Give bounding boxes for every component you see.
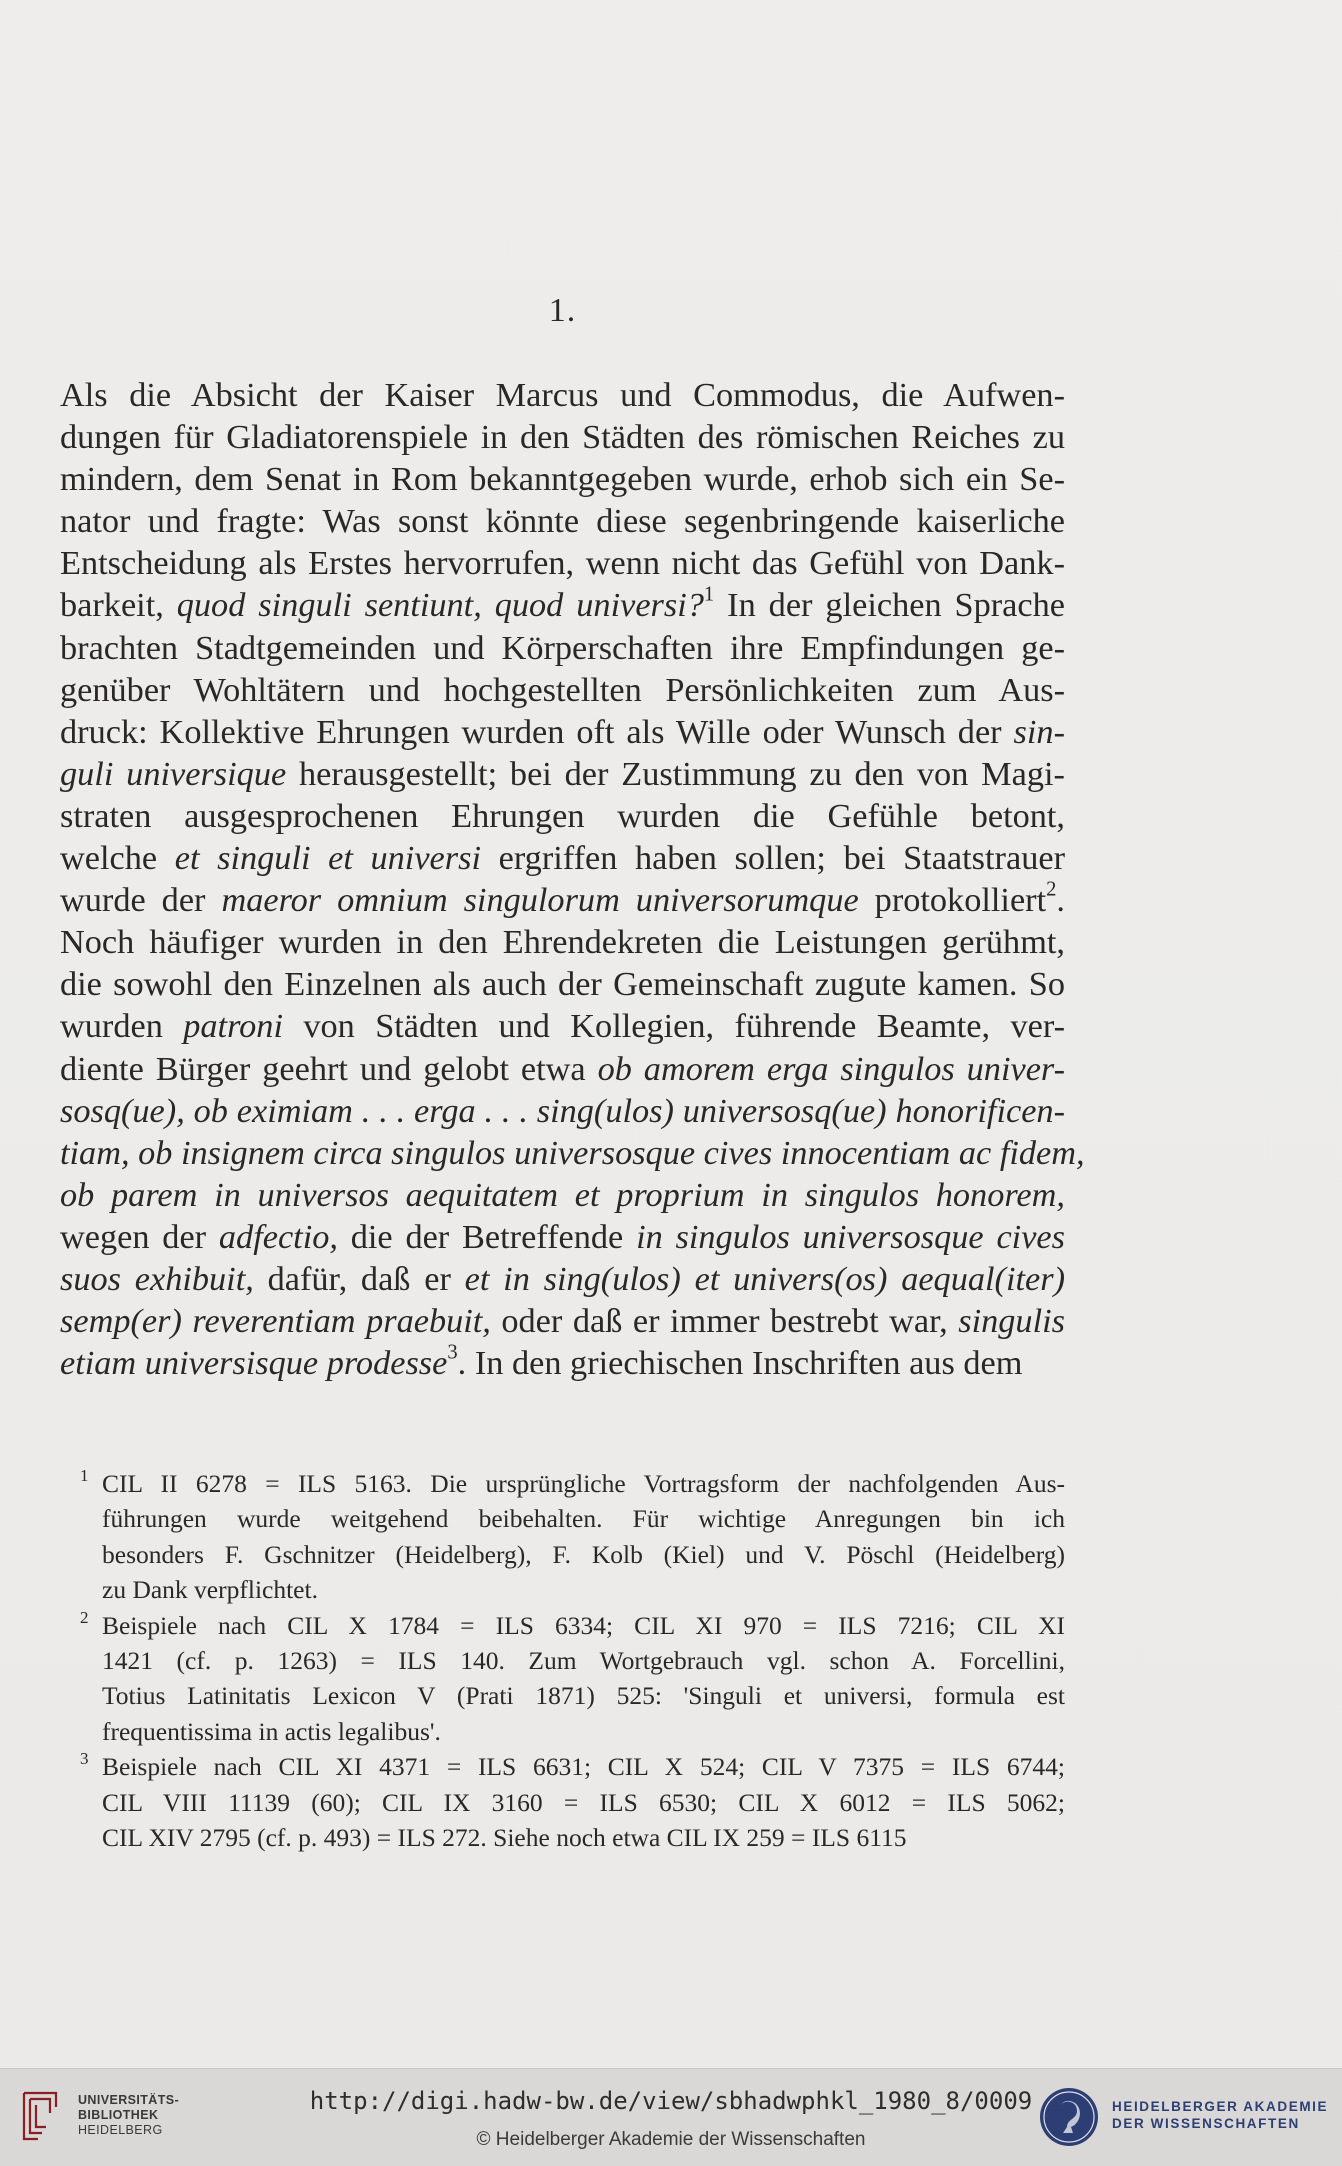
text-run: diente Bürger geehrt und gelobt etwa — [60, 1049, 598, 1088]
text-run: Als die Absicht der Kaiser Marcus und Commodus, die Aufwen- — [60, 376, 1065, 414]
latin-quote: maeror omnium singulorum universorumque — [221, 881, 859, 920]
body-line — [60, 669, 1065, 711]
footnote-line: zu Dank verpflichtet. — [102, 1575, 318, 1605]
body-line — [60, 1258, 1065, 1300]
footnote-line: Beispiele nach CIL XI 4371 = ILS 6631; CIL X 524; CIL V 7375 = ILS 6744; — [102, 1752, 1065, 1782]
body-line — [60, 1048, 1065, 1090]
text-run: die der Betreffende — [337, 1217, 637, 1256]
footnote-mark: 3 — [80, 1749, 89, 1769]
text-run: mindern, dem Senat in Rom bekanntgegeben wurde, erhob sich ein Se- — [60, 460, 1065, 499]
footnote-1 — [60, 1466, 1065, 1608]
footnote-2 — [60, 1608, 1065, 1750]
text-run: Noch häufiger wurden in den Ehrendekreten die Leistungen gerühmt, — [60, 923, 1065, 962]
latin-quote: singulis — [958, 1302, 1065, 1341]
text-run: Entscheidung als Erstes hervorrufen, wenn nicht das Gefühl von Dank- — [60, 544, 1065, 583]
academy-name-line1: HEIDELBERGER AKADEMIE — [1112, 2099, 1329, 2114]
permalink-url[interactable]: http://digi.hadw-bw.de/view/sbhadwphkl_1980_8/0009 — [309, 2087, 1033, 2115]
footnote-reference[interactable]: 1 — [703, 584, 715, 607]
footnote-reference[interactable]: 3 — [447, 1341, 458, 1364]
footnote-mark: 2 — [80, 1607, 89, 1627]
footnote-line: besonders F. Gschnitzer (Heidelberg), F. Kolb (Kiel) und V. Pöschl (Heidelberg) — [102, 1539, 1065, 1569]
copyright-notice: © Heidelberger Akademie der Wissenschaften — [476, 2129, 866, 2150]
text-run: wegen der — [60, 1217, 219, 1256]
latin-quote: et singuli et universi — [174, 839, 482, 878]
footnote-line: frequentissima in actis legalibus'. — [102, 1716, 441, 1746]
latin-quote: ob amorem erga singulos univer- — [597, 1049, 1065, 1088]
text-run: oder daß er immer bestrebt war, — [490, 1302, 959, 1341]
body-line — [60, 374, 1065, 416]
latin-quote: suos exhibuit, — [60, 1259, 254, 1298]
body-line — [60, 584, 1065, 626]
library-name-line1: UNIVERSITÄTS- — [78, 2093, 180, 2107]
latin-quote: guli universique — [60, 754, 287, 793]
body-line — [60, 1005, 1065, 1047]
footnote-line: führungen wurde weitgehend beibehalten. Für wichtige Anregungen bin ich — [102, 1504, 1065, 1534]
body-line — [60, 1300, 1065, 1342]
body-line — [60, 795, 1065, 837]
footnote-line: Beispiele nach CIL X 1784 = ILS 6334; CIL XI 970 = ILS 7216; CIL XI — [102, 1610, 1065, 1640]
text-run: die sowohl den Einzelnen als auch der Gemeinschaft zugute kamen. So — [60, 965, 1065, 1004]
text-run: wurde der — [60, 881, 222, 920]
body-line — [60, 627, 1065, 669]
text-run: welche — [60, 839, 175, 878]
text-run: druck: Kollektive Ehrungen wurden oft als Wille oder Wunsch der — [60, 712, 1014, 751]
footnote-mark: 1 — [80, 1466, 89, 1485]
latin-quote: et in sing(ulos) et univers(os) aequal(iter) — [464, 1259, 1066, 1298]
text-run: In der gleichen Sprache — [714, 586, 1065, 625]
body-line — [60, 963, 1065, 1005]
library-name-line3: HEIDELBERG — [78, 2123, 163, 2137]
body-line — [60, 879, 1065, 921]
body-line — [60, 1342, 1065, 1384]
text-run: herausgestellt; bei der Zustimmung zu den von Magi- — [286, 754, 1065, 793]
latin-quote: etiam universisque prodesse — [60, 1344, 448, 1383]
academy-seal-icon[interactable] — [1037, 2085, 1101, 2149]
latin-quote: quod singuli sentiunt, quod universi? — [176, 586, 704, 625]
body-line — [60, 753, 1065, 795]
latin-quote: tiam, ob insignem circa singulos universosque cives innocentiam ac fidem, — [60, 1133, 1085, 1172]
text-run: genüber Wohltätern und hochgestellten Persönlichkeiten zum Aus- — [60, 670, 1065, 709]
body-line — [60, 1090, 1065, 1132]
text-run: nator und fragte: Was sonst könnte diese segenbringende kaiserliche — [60, 502, 1065, 541]
latin-quote: adfectio, — [218, 1217, 338, 1256]
latin-quote: in singulos universosque cives — [636, 1217, 1065, 1256]
footnote-line: CIL II 6278 = ILS 5163. Die ursprüngliche Vortragsform der nachfolgenden Aus- — [102, 1469, 1065, 1498]
body-line — [60, 1216, 1065, 1258]
text-run: . — [1056, 881, 1065, 920]
text-run: brachten Stadtgemeinden und Körperschaften ihre Empfindungen ge- — [60, 628, 1065, 667]
body-text — [60, 374, 1085, 1384]
footnotes — [60, 1466, 1065, 1855]
text-run: barkeit, — [60, 586, 177, 625]
footnote-reference[interactable]: 2 — [1046, 878, 1057, 901]
text-run: protokolliert — [858, 881, 1047, 920]
body-line — [60, 1174, 1065, 1216]
text-run: . In den griechischen Inschriften aus dem — [457, 1344, 1023, 1383]
footnote-3 — [60, 1749, 1065, 1855]
body-line — [60, 921, 1065, 963]
footnote-line: 1421 (cf. p. 1263) = ILS 140. Zum Wortgebrauch vgl. schon A. Forcellini, — [102, 1646, 1065, 1676]
latin-quote: sosq(ue), ob eximiam . . . erga . . . sing(ulos) universosq(ue) honorificen- — [60, 1091, 1065, 1130]
body-line — [60, 458, 1065, 500]
body-line — [60, 1132, 1085, 1174]
text-run: von Städten und Kollegien, führende Beamte, ver- — [282, 1007, 1065, 1046]
viewer-footer — [0, 2068, 1342, 2166]
latin-quote: semp(er) reverentiam praebuit, — [60, 1302, 491, 1341]
latin-quote: sin- — [1013, 712, 1065, 751]
latin-quote: patroni — [183, 1007, 283, 1046]
text-run: dungen für Gladiatorenspiele in den Städten des römischen Reiches zu — [60, 418, 1065, 457]
text-run: straten ausgesprochenen Ehrungen wurden die Gefühle betont, — [60, 796, 1065, 835]
body-line — [60, 416, 1065, 458]
text-run: dafür, daß er — [253, 1259, 465, 1298]
text-run: wurden — [60, 1007, 184, 1046]
academy-name — [1112, 2098, 1328, 2132]
footnote-line: CIL VIII 11139 (60); CIL IX 3160 = ILS 6530; CIL X 6012 = ILS 5062; — [102, 1787, 1065, 1817]
library-name-line2: BIBLIOTHEK — [78, 2108, 159, 2122]
body-line — [60, 542, 1065, 584]
section-number: 1. — [548, 292, 577, 329]
text-run: ergriffen haben sollen; bei Staatstrauer — [481, 839, 1065, 878]
body-line — [60, 711, 1065, 753]
footnote-line: Totius Latinitatis Lexicon V (Prati 1871) 525: 'Singuli et universi, formula est — [102, 1681, 1065, 1711]
footnote-line: CIL XIV 2795 (cf. p. 493) = ILS 272. Siehe noch etwa CIL IX 259 = ILS 6115 — [102, 1823, 907, 1853]
body-line — [60, 837, 1065, 879]
academy-name-line2: DER WISSENSCHAFTEN — [1112, 2116, 1300, 2131]
body-line — [60, 500, 1065, 542]
body-paragraph — [60, 374, 1085, 1384]
latin-quote: ob parem in universos aequitatem et proprium in singulos honorem, — [60, 1175, 1065, 1214]
